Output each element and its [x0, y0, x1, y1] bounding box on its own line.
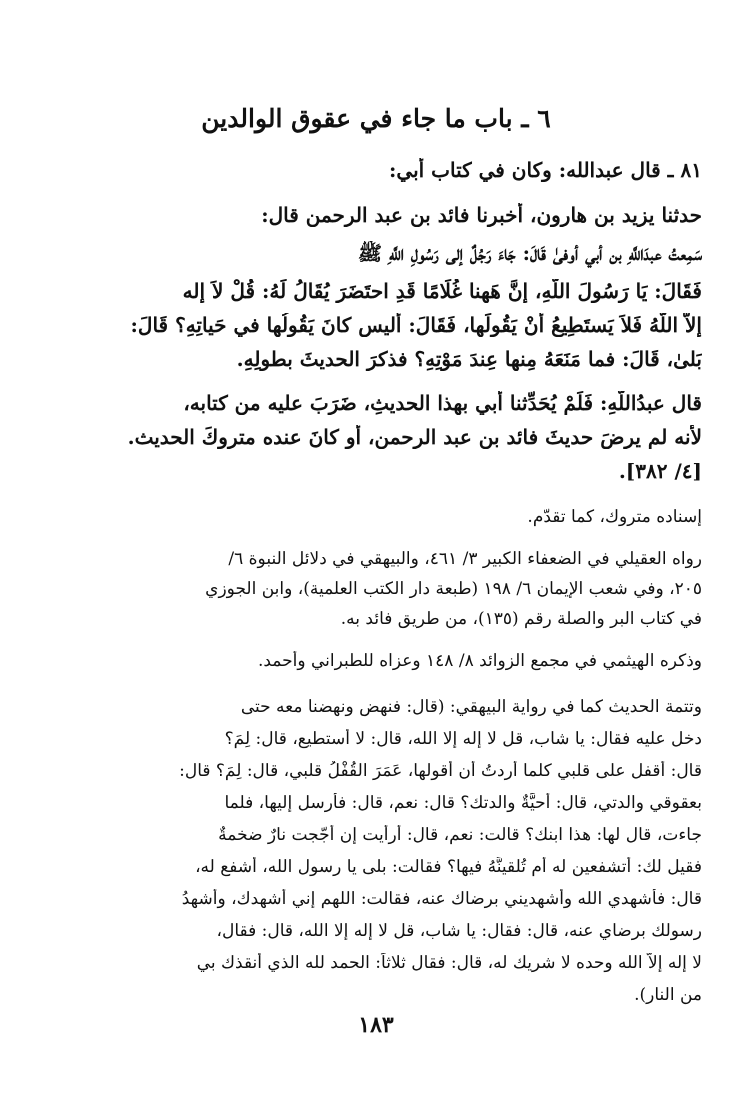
tatimma-line: بعقوقي والدتي، قال: أحيَّةٌ والدتك؟ قال: نعم، قال: فأرسل إليها، فلما: [224, 793, 702, 813]
takhrij-line: ٢٠٥، وفي شعب الإيمان ٦/ ١٩٨ (طبعة دار الكتب العلمية)، وابن الجوزي: [205, 579, 702, 599]
comment-line: [٤/ ٣٨٢].: [618, 459, 702, 483]
matn-line: بَلىٰ، قَالَ: فما مَنَعَهُ مِنها عِندَ مَوْتِهِ؟ فذكرَ الحديثَ بطولِهِ.: [236, 347, 702, 371]
tatimma-line: فقيل لك: أتشفعين له أم تُلقينَّهُ فيها؟ فقالت: بلى يا رسول الله، أشفع له،: [195, 857, 702, 877]
tatimma-line: قال: أُقفل على قلبي كلما أردتُ أن أقولها، عَمَرَ القُفْلُ قلبي، قال: لِمَ؟ قال:: [179, 761, 702, 781]
tatimma-line: من النار).: [634, 985, 702, 1005]
tatimma-line: دخل عليه فقال: يا شاب، قل لا إله إلا الله، قال: لا أستطيع، قال: لِمَ؟: [224, 729, 702, 749]
haythami-note: وذكره الهيثمي في مجمع الزوائد ٨/ ١٤٨ وعزاه للطبراني وأحمد.: [257, 651, 702, 671]
comment-line: قال عبدُاللَّهِ: فَلَمْ يُحَدِّثنا أَبي بهذا الحديثِ، ضَرَبَ عليه من كتابه،: [183, 391, 702, 415]
hadith-isnad: حدثنا يزيد بن هارون، أخبرنا فائد بن عبد الرحمن قال:: [261, 203, 702, 227]
matn-line: فَقَالَ: يَا رَسُولَ اللَّهِ، إنَّ هَهنا غُلَامًا قَدِ احتَضَرَ يُقَالُ لَهُ: قُلْ لاَ إله: [182, 279, 702, 303]
matn-line: إلاَّ اللَّهُ فَلاَ يَستَطِيعُ أَنْ يَقُولَها، فَقَالَ: أَليس كانَ يَقُولُها في حَياتِهِ؟ قَالَ:: [130, 313, 702, 337]
tatimma-line: لا إله إلاّ الله وحده لا شريك له، قال: فقال ثلاثاً: الحمد لله الذي أنقذك بي: [196, 953, 702, 973]
matn-line: سَمِعتُ عبدَاللَّهِ بن أبي أوفىٰ قَالَ: جَاءَ رَجُلٌ إلى رَسُولِ اللَّهِ ﷺ: [357, 241, 702, 265]
hadith-header: ٨١ ـ قال عبدالله: وكان في كتاب أبي:: [389, 158, 702, 182]
takhrij-line: في كتاب البر والصلة رقم (١٣٥)، من طريق فائد به.: [340, 609, 702, 629]
tatimma-line: جاءت، قال لها: هذا ابنك؟ قالت: نعم، قال: أرأيت إن أُجّجت نارٌ ضخمةٌ: [218, 825, 702, 845]
takhrij-line: رواه العقيلي في الضعفاء الكبير ٣/ ٤٦١، والبيهقي في دلائل النبوة ٦/: [228, 549, 702, 569]
comment-line: لأنه لم يرضَ حديثَ فائد بن عبد الرحمن، أو كانَ عنده متروكَ الحديث.: [127, 425, 702, 449]
chapter-title: ٦ ـ باب ما جاء في عقوق الوالدين: [201, 104, 551, 133]
tatimma-line: رسولك برضاي عنه، قال: فقال: يا شاب، قل لا إله إلا الله، قال: فقال،: [216, 921, 702, 941]
page-number: ١٨٣: [358, 1012, 394, 1038]
tatimma-line: وتتمة الحديث كما في رواية البيهقي: (قال: فنهض ونهضنا معه حتى: [240, 697, 702, 717]
tatimma-line: قال: فأشهدي الله وأشهديني برضاك عنه، فقالت: اللهم إني أُشهدك، وأُشهدُ: [181, 889, 702, 909]
isnad-grade-note: إسناده متروك، كما تقدّم.: [527, 507, 702, 527]
